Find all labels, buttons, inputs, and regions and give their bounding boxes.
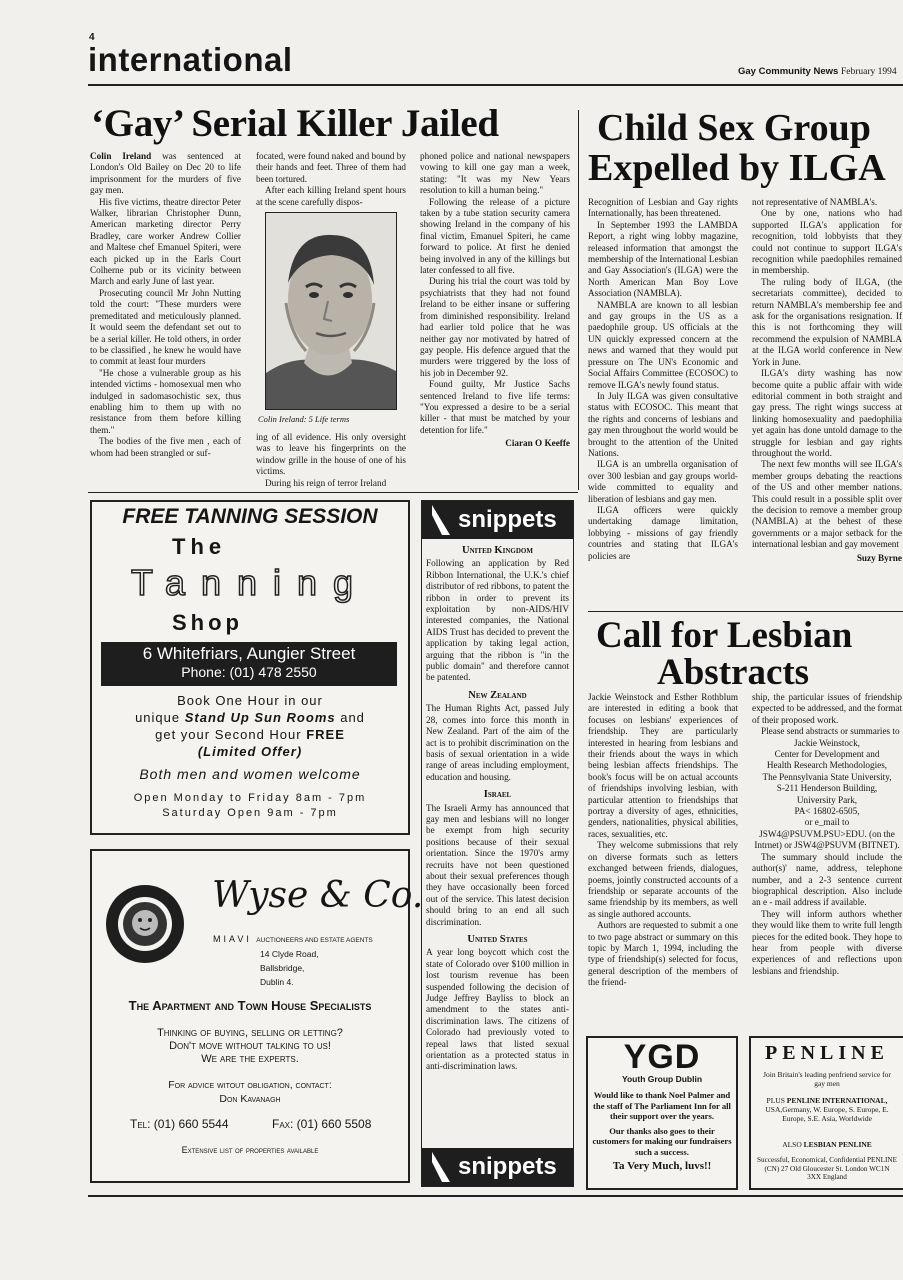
ad-text-emph: Stand Up Sun Rooms xyxy=(184,710,336,725)
article-paragraph: NAMBLA are known to all lesbian and gay groups in the US as a paedophile group. US officials at the UN quickly expressed concern at the news and warned that they would put pressure on The UN's Economic and Social Affairs Committee (ECOSOC) to remove ILGA's newly found status. xyxy=(588,299,738,390)
ad-name-the: The xyxy=(172,534,227,559)
wyse-specialists: The Apartment and Town House Specialists xyxy=(128,998,372,1013)
column-rule xyxy=(578,110,579,490)
section-title: international xyxy=(88,41,293,78)
penline-footer: Successful, Economical, Confidential PENLINE (CN) 27 Old Gloucester St. London WC1N 3XX England xyxy=(757,1156,897,1182)
ad-phone: Phone: (01) 478 2550 xyxy=(181,664,317,680)
penline-international xyxy=(755,1096,899,1123)
lead-text: was sentenced at London's Old Bailey on Dec 20 to life imprisonment for the murders of five gay men. xyxy=(90,151,242,196)
address-line: 14 Clyde Road, xyxy=(260,949,319,959)
pitch-line: Thinking of buying, selling or letting? xyxy=(157,1027,343,1039)
miavi-text: MIAVI xyxy=(213,934,252,944)
article-paragraph: Please send abstracts or summaries to xyxy=(761,726,900,737)
ygd-thanks xyxy=(592,1090,732,1171)
slash-mark-icon xyxy=(428,1148,452,1186)
lion-seal-icon xyxy=(104,883,186,965)
wyse-fax: Fax: (01) 660 5508 xyxy=(272,1117,372,1131)
ad-offer-line xyxy=(92,709,408,726)
address-line: or e_mail to xyxy=(804,817,850,828)
address-line: Health Research Methodologies, xyxy=(766,760,888,771)
article-paragraph: Authors are requested to submit a one to two page abstract or summary on this topic by March 1, 1994, including the type of friendship(s) selected for focus, general description of the members of the friend- xyxy=(588,920,738,988)
ad-offer-line: Both men and women welcome xyxy=(139,766,361,782)
penline-intl-name: PENLINE INTERNATIONAL, xyxy=(786,1096,888,1105)
article-paragraph: phoned police and national newspapers vowing to kill one gay man a week, stating: "It was my New Years resolution to kill a human being." xyxy=(420,151,570,196)
ad-name-shop: Shop xyxy=(172,610,243,635)
penline-title: PENLINE xyxy=(765,1042,889,1064)
mailing-address xyxy=(752,738,902,852)
ad-text: unique xyxy=(135,710,185,725)
penline-regions: USA,Germany, W. Europe, S. Europe, E. Europe, S.E. Asia, Worldwide xyxy=(765,1105,889,1123)
ad-text: get your Second Hour xyxy=(155,727,307,742)
article-paragraph: ILGA officers were quickly undertaking damage limitation, lobbying - missions of gay friendly countries and stating that ILGA's policies are xyxy=(588,504,738,561)
article-killer-col2-bottom xyxy=(256,432,406,489)
headline-ilga-line1: Child Sex Group xyxy=(597,107,871,149)
address-line: Center for Development and xyxy=(774,749,880,760)
article-paragraph: focated, were found naked and bound by their hands and feet. Three of them had been tortured. xyxy=(256,151,406,184)
article-paragraph: Prosecuting council Mr John Nutting told the court: "These murders were premeditated and meticulously planned. It would seem the defendant set out to be a serial killer. He told others, in order to be classified , he knew he would have to commit at least four murders xyxy=(90,287,241,367)
ad-hours: Saturday Open 9am - 7pm xyxy=(162,807,338,819)
article-paragraph: During his trial the court was told by psychiatrists that they had not found Ireland to be either insane or suffering from diminished responsibility. Ireland had earlier told police that he was neither gay nor motivated by hatred of gay people. His defence argued that the murders were triggered by the loss of his job in December 92. xyxy=(420,276,570,378)
snippets-box xyxy=(421,500,574,1187)
ad-address: 6 Whitefriars, Aungier Street xyxy=(142,644,356,663)
address-line: JSW4@PSUVM.PSU>EDU. (on the Intrnet) or JSW4@PSUVM (BITNET). xyxy=(754,828,900,851)
headline-lesbian-line1: Call for Lesbian xyxy=(596,615,853,656)
penline-also xyxy=(751,1140,903,1149)
article-paragraph: ing of all evidence. His only oversight was to leave his fingerprints on the window grille in the house of one of his victims. xyxy=(256,432,406,477)
ygd-sign: Ta Very Much, luvs!! xyxy=(612,1159,712,1172)
article-paragraph: Jackie Weinstock and Esther Rothblum are interested in editing a book that focuses on lesbians' experiences of friendship. They are particularly interested in hearing from lesbians and their friends about the ways in which being lesbian affects friendships. The book's focus will be on actual accounts of friendships involving lesbian, with particular attention to friendships that portray a diversity of ages, ethnicities, genders, nationalities, physical abilities, races, sexualities, etc. xyxy=(588,692,738,839)
ygd-logo: YGD xyxy=(623,1038,701,1076)
byline: Suzy Byrne xyxy=(856,552,902,563)
address-line: Ballsbridge, xyxy=(260,963,305,973)
address-line: The Pennsylvania State University, xyxy=(762,771,892,782)
snippet-text: The Human Rights Act, passed July 28, comes into force this month in New Zealand. Part of the aim of the act is to prohibit discrimination on the basis of sexual orientation in a wide range of areas including employment, education and housing. xyxy=(426,703,569,782)
section-rule xyxy=(88,492,578,493)
article-paragraph: The next few months will see ILGA's member groups debating the reactions of the US and other member nations. This could result in a possible split over the decision to remove a member group (NAMBLA) at the behest of these governments or a major setback for the international lesbian and gay movement xyxy=(752,459,902,550)
tanning-shop-ad xyxy=(90,500,410,835)
snippet-text: A year long boycott which cost the state of Colorado over $100 million in lost tourism revenue has been suspended following the decision of Judge Jeffrey Bayliss to block an amendment to the states anti-discrimination laws. The citizens of Colorado had previously voted to repeal laws that listed sexual orientation as a protected status in anti-discrimination laws. xyxy=(426,947,569,1072)
ad-offer-line: Book One Hour in our xyxy=(177,693,323,708)
address-line: S-211 Henderson Building, xyxy=(776,783,878,794)
penline-also-pre: ALSO xyxy=(782,1140,804,1149)
snippets-header xyxy=(422,501,573,539)
article-lesbian-col1 xyxy=(588,692,738,989)
article-paragraph: In July ILGA was given consultative status with ECOSOC. This meant that the rights and concerns of lesbians and gay men throughout the world would be brought to the attention of the United Nations. xyxy=(588,390,738,458)
article-lesbian-col2 xyxy=(752,692,902,977)
byline: Ciaran O Keeffe xyxy=(505,438,570,449)
ad-offer-line: (Limited Offer) xyxy=(197,744,303,759)
article-paragraph: They will inform authors whether they would like them to write full length pieces for the edited book. They hope to hear from people with diverse experiences of and reflections upon lesbians and friendship. xyxy=(752,908,902,976)
ad-banner: FREE TANNING SESSION xyxy=(122,505,378,528)
pitch-line: We are the experts. xyxy=(201,1053,299,1065)
ad-hours: Open Monday to Friday 8am - 7pm xyxy=(133,792,367,804)
snippets-label: snippets xyxy=(458,1153,557,1180)
article-killer-col1 xyxy=(90,151,241,459)
article-paragraph: Found guilty, Mr Justice Sachs sentenced Ireland to five life terms: "You expressed a desire to be a serial killer - that must be matched by your detention for life." xyxy=(420,379,570,435)
wyse-address xyxy=(260,947,319,989)
snippet-heading: United Kingdom xyxy=(462,545,533,556)
advice-line: For advice witout obligation, contact: xyxy=(168,1079,332,1091)
article-ilga-col2 xyxy=(752,197,902,564)
publication-name: Gay Community News xyxy=(738,66,839,77)
photo-caption: Colin Ireland: 5 Life terms xyxy=(258,414,350,424)
issue-date: February 1994 xyxy=(840,67,897,77)
article-paragraph: His five victims, theatre director Peter Walker, librarian Christopher Dunn, American marketing director Perry Bradley, care worker Andrew Collier and Maltese chef Emanuel Spiteri, were each picked up in the Earls Court Colherne pub or its vicinity between March and early June of last year. xyxy=(90,196,241,287)
article-paragraph: Colin Ireland was sentenced at London's Old Bailey on Dec 20 to life imprisonment for the murders of five gay men. xyxy=(90,151,242,196)
headline-serial-killer: ‘Gay’ Serial Killer Jailed xyxy=(91,102,499,145)
article-paragraph: One by one, nations who had supported ILGA's application for recognition, told lobbyists that they could not continue to support ILGA's recognition while paedophiles remained in membership. xyxy=(752,208,902,276)
address-line: Dublin 4. xyxy=(260,977,294,987)
ad-text-emph: FREE xyxy=(306,727,345,742)
section-rule xyxy=(588,611,903,612)
portrait-image xyxy=(266,213,396,409)
snippet-heading: Israel xyxy=(483,789,512,801)
snippet-heading: New Zealand xyxy=(468,689,527,701)
headline-ilga-line2: Expelled by ILGA xyxy=(588,147,886,189)
headline-lesbian-line2: Abstracts xyxy=(657,652,810,693)
ad-text: and xyxy=(335,710,365,725)
article-ilga-col1 xyxy=(588,197,738,562)
publication-line xyxy=(738,66,897,77)
address-line: University Park, xyxy=(796,794,858,805)
snippets-body xyxy=(422,545,573,1073)
wyse-tel: Tel: (01) 660 5544 xyxy=(130,1117,229,1131)
snippet-heading: United States xyxy=(467,934,528,945)
snippet-text: The Israeli Army has announced that gay men and lesbians will no longer be exempt from high security positions because of their sexual orientation. Since the 1970's army recruits have not been questioned about their sexual preferences though they have occasionally been forced out of the service. This latest decision should bring to an end all such discrimination. xyxy=(426,802,569,927)
ad-name-tanning: Tanning xyxy=(130,562,370,603)
snippet-text: Following an application by Red Ribbon International, the U.K.'s chief distributor of red ribbons, to patent the ribbon in order to prevent its exploitation by non-AIDS/HIV interested companies, the National AIDS Trust has decided to prevent the application by taking legal action, arguing that the ribbon is "in the public domain" and therefore cannot be patented. xyxy=(426,558,569,683)
article-paragraph: The summary should include the author(s)' name, address, telephone number, and a 2-3 sentence current biographical description. Also include an e - mail address if available. xyxy=(752,851,902,908)
article-paragraph: Following the release of a picture taken by a tube station security camera showing Ireland in the company of his final victim, Emanuel Spiteri, he came forward to police. At first he denied being involved in any of the killings but later confessed to all five. xyxy=(420,196,570,276)
article-paragraph: ship, the particular issues of friendship expected to be addressed, and the format of their proposed work. xyxy=(752,692,902,725)
ad-offer xyxy=(92,692,408,820)
contact-name: Don Kavanagh xyxy=(219,1093,281,1105)
masthead-rule xyxy=(88,84,903,86)
pitch-line: Don't move without talking to us! xyxy=(169,1040,331,1052)
tagline-text: AUCTIONEERS AND ESTATE AGENTS xyxy=(256,937,373,944)
article-paragraph: After each killing Ireland spent hours at the scene carefully dispos- xyxy=(256,185,406,207)
article-paragraph: not representative of NAMBLA's. xyxy=(752,197,878,207)
thanks-line: Our thanks also goes to their customers for making our fundraisers such a success. xyxy=(592,1125,732,1157)
footer-rule xyxy=(88,1195,903,1197)
suspect-photo xyxy=(265,212,397,410)
article-paragraph: ILGA is an umbrella organisation of over 300 lesbian and gay groups world-wide committed to equality and liberation of lesbians and gay men. xyxy=(588,459,738,504)
snippets-label: snippets xyxy=(458,506,557,533)
slash-mark-icon xyxy=(428,501,452,539)
page-number: 4 xyxy=(89,32,95,43)
penline-plus: PLUS xyxy=(766,1096,787,1105)
address-line: PA< 16802-6505, xyxy=(794,806,860,817)
wyse-co-ad xyxy=(90,849,424,1183)
ygd-ad xyxy=(586,1036,738,1190)
wyse-logo: Wyse & Co. xyxy=(212,875,424,916)
article-paragraph: They welcome submissions that rely on diverse formats such as letters exchanged between friends, dialogues, poems, jointly constructed accounts of a friendship or separate accounts of the same friendship by its members, as well as single authored accounts. xyxy=(588,840,738,919)
ygd-subtitle: Youth Group Dublin xyxy=(621,1074,703,1084)
wyse-contact xyxy=(92,1078,408,1106)
thanks-line: Would like to thank Noel Palmer and the staff of The Parliament Inn for all their support over the years. xyxy=(593,1090,731,1122)
address-line: Jackie Weinstock, xyxy=(794,737,860,748)
snippets-footer xyxy=(422,1148,573,1186)
article-paragraph: During his reign of terror Ireland xyxy=(265,477,387,488)
article-paragraph: In September 1993 the LAMBDA Report, a right wing lobby magazine, released information that amongst the membership of the International Lesbian and Gay Association's (ILGA) were the North American Man Boy Love Association (NAMBLA). xyxy=(588,219,738,299)
penline-tag: Join Britain's leading penfriend service for gay men xyxy=(763,1070,891,1088)
article-paragraph: Recognition of Lesbian and Gay rights Internationally, has been threatened. xyxy=(588,197,738,219)
article-paragraph: "He chose a vulnerable group as his intended victims - homosexual men who indulged in sadomasochistic sex, thus enabling him to them up with no resistance from them before killing them." xyxy=(90,367,241,435)
penline-ad xyxy=(749,1036,903,1190)
wyse-list: Extensive list of properties available xyxy=(181,1145,319,1155)
article-killer-col3 xyxy=(420,151,570,450)
article-paragraph: The bodies of the five men , each of whom had been strangled or suf- xyxy=(90,436,241,458)
article-paragraph: The ruling body of ILGA, (the secretariats committee), decided to return NAMBLA's membership fee and ask for the organisations resignation. If this is not forthcoming they will recommend the expulsion of NAMBLA at the ILGA world conference in New York in June. xyxy=(752,276,902,367)
wyse-tagline xyxy=(213,929,373,947)
wyse-pitch xyxy=(92,1027,408,1066)
article-paragraph: ILGA's dirty washing has now become quite a public affair with wide editorial comment in both straight and gay press. The right wings success at linking homosexuality and paedophilia yet again has done untold damage to the struggle for lesbian and gay rights throughout the world. xyxy=(752,368,902,458)
penline-lesbian: LESBIAN PENLINE xyxy=(803,1140,872,1149)
ad-offer-line xyxy=(92,726,408,743)
ad-address-bar xyxy=(101,642,397,686)
article-killer-col2 xyxy=(256,151,406,208)
